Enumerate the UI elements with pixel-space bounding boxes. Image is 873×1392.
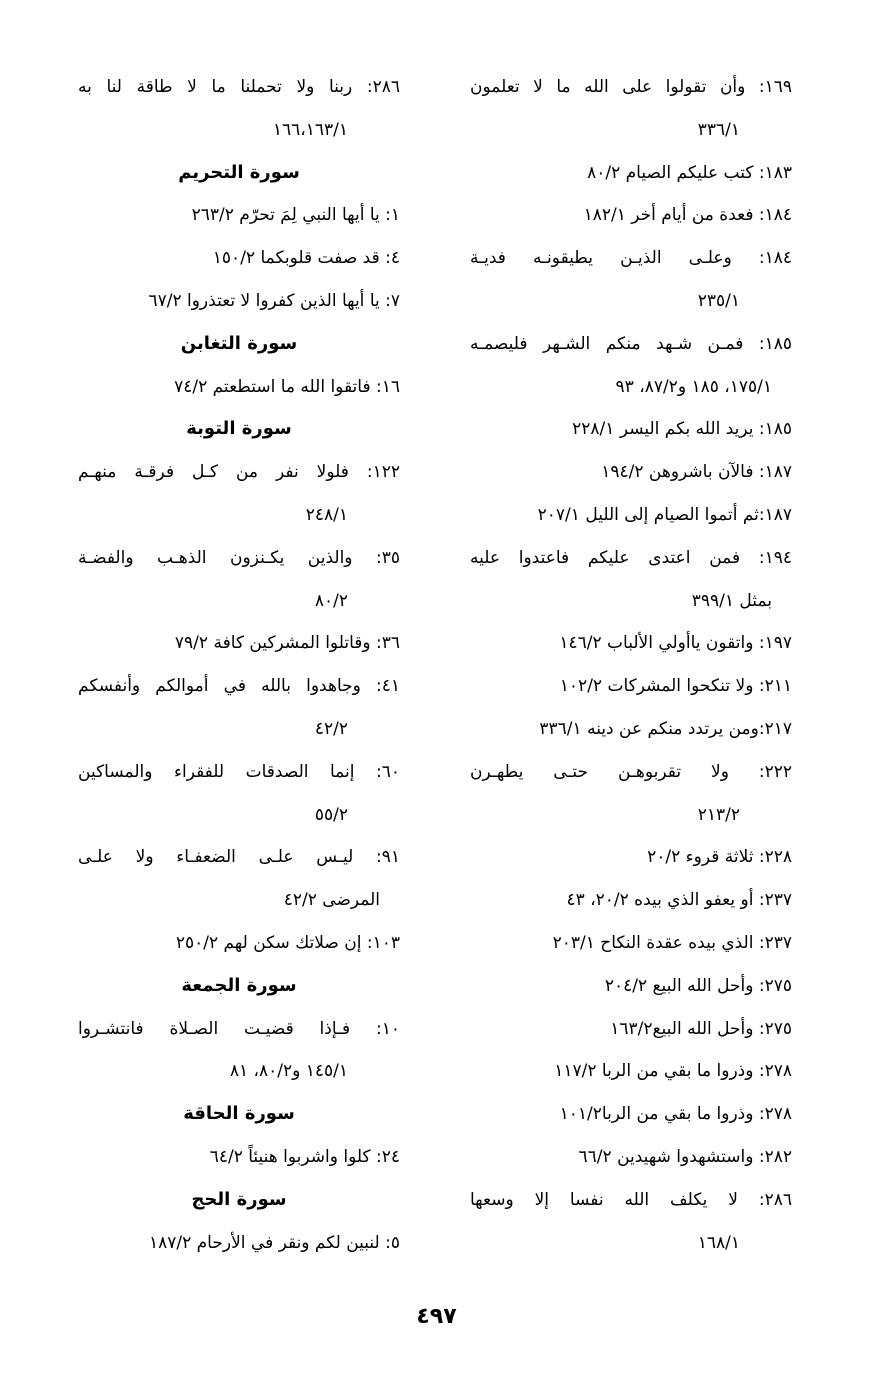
index-line: ١٦٩: وأن تقولوا على الله ما لا تعلمون	[470, 77, 792, 97]
index-line: ٢٢٢: ولا تقربوهـن حتـى يطهـرن	[470, 761, 792, 782]
index-line: ٤٢/٢	[314, 718, 348, 739]
surah-heading: سورة الجمعة	[181, 974, 297, 996]
index-line: ٥: لنبين لكم ونقر في الأرحام ١٨٧/٢	[148, 1232, 400, 1253]
index-line: ١٨٣: كتب عليكم الصيام ٨٠/٢	[587, 162, 792, 183]
index-line: ٢٧٥: وأحل الله البيع ٢٠٤/٢	[604, 975, 792, 996]
index-line: ١٤٥/١ و٨٠/٢، ٨١	[229, 1061, 348, 1082]
index-line: ٢٢٨: ثلاثة قروء ٢٠/٢	[647, 847, 792, 868]
surah-heading: سورة الحاقة	[183, 1103, 295, 1125]
index-line: ٧: يا أيها الذين كفروا لا تعتذروا ٦٧/٢	[148, 290, 400, 311]
index-line: ٢٣٧: الذي بيده عقدة النكاح ٢٠٣/١	[552, 932, 792, 953]
index-line: ١: يا أيها النبي لِمَ تحرّم ٢٦٣/٢	[191, 205, 400, 226]
index-line: ٢٧٨: وذروا ما بقي من الربا ١١٧/٢	[554, 1061, 792, 1082]
index-line: ١٨٥: يريد الله بكم اليسر ٢٢٨/١	[572, 419, 792, 440]
index-line: ٢٧٨: وذروا ما بقي من الربا١٠١/٢	[559, 1104, 792, 1125]
index-line: ١٩٧: واتقون ياأولي الألباب ١٤٦/٢	[559, 633, 792, 654]
index-line: ٢١١: ولا تنكحوا المشركات ١٠٢/٢	[559, 676, 792, 697]
index-line: ٢٨٦: ربنا ولا تحملنا ما لا طاقة لنا به	[78, 77, 400, 97]
index-line: ٣٣٦/١	[697, 119, 740, 140]
index-line: ١٦٨/١	[697, 1232, 740, 1253]
index-line: ١٨٧:ثم أتموا الصيام إلى الليل ٢٠٧/١	[537, 504, 792, 525]
index-line: ١٨٤: فعدة من أيام أخر ١٨٢/١	[583, 205, 792, 226]
index-line: ٥٥/٢	[314, 804, 348, 825]
index-line: ٨٠/٢	[314, 590, 348, 611]
index-line: ١٧٥/١، ١٨٥ و٨٧/٢، ٩٣	[615, 376, 772, 397]
index-line: ٢٨٦: لا يكلف الله نفسا إلا وسعها	[470, 1189, 792, 1210]
left-column	[78, 66, 400, 1264]
index-line: ١٩٤: فمن اعتدى عليكم فاعتدوا عليه	[470, 547, 792, 568]
surah-heading: سورة التحريم	[178, 161, 300, 183]
index-line: ١٨٤: وعلـى الذيـن يطيقونـه فديـة	[470, 248, 792, 269]
index-line: ٤: قد صفت قلوبكما ١٥٠/٢	[212, 248, 400, 269]
index-line: ١٦٦،١٦٣/١	[272, 119, 348, 140]
index-line: ٩١: ليـس علـى الضعفـاء ولا علـى	[78, 847, 400, 868]
index-line: ١٨٧: فالآن باشروهن ١٩٤/٢	[601, 462, 792, 483]
index-line: ٢٨٢: واستشهدوا شهيدين ٦٦/٢	[578, 1146, 792, 1167]
index-line: ١٢٢: فلولا نفر من كـل فرقـة منهـم	[78, 462, 400, 483]
page-number: ٤٩٧	[416, 1304, 457, 1329]
surah-heading: سورة التوبة	[186, 418, 292, 440]
index-line: ٢٤٨/١	[305, 504, 348, 525]
index-line: ٢٣٧: أو يعفو الذي بيده ٢٠/٢، ٤٣	[566, 890, 792, 911]
index-line: ٤١: وجاهدوا بالله في أموالكم وأنفسكم	[78, 676, 400, 697]
index-line: ١٠٣: إن صلاتك سكن لهم ٢٥٠/٢	[175, 932, 400, 953]
index-line: ٢٧٥: وأحل الله البيع١٦٣/٢	[610, 1018, 792, 1039]
right-column	[470, 66, 792, 1264]
index-line: ٢١٣/٢	[697, 804, 740, 825]
index-line: ١٦: فاتقوا الله ما استطعتم ٧٤/٢	[174, 376, 400, 397]
index-line: ٢٤: كلوا واشربوا هنيئاً ٦٤/٢	[209, 1146, 400, 1167]
index-line: ٣٥: والذين يكـنزون الذهـب والفضـة	[78, 547, 400, 568]
surah-heading: سورة التغابن	[180, 332, 298, 354]
index-line: ٣٦: وقاتلوا المشركين كافة ٧٩/٢	[174, 633, 400, 654]
index-line: ٦٠: إنما الصدقات للفقراء والمساكين	[78, 761, 400, 782]
index-line: ٢٣٥/١	[697, 290, 740, 311]
index-line: ١٨٥: فمـن شـهد منكم الشـهر فليصمـه	[470, 333, 792, 354]
index-line: ٢١٧:ومن يرتدد منكم عن دينه ٣٣٦/١	[539, 718, 792, 739]
index-line: بمثل ٣٩٩/١	[691, 590, 772, 611]
surah-heading: سورة الحج	[191, 1188, 287, 1210]
index-line: ١٠: فـإذا قضيـت الصـلاة فانتشـروا	[78, 1018, 400, 1039]
index-line: المرضى ٤٢/٢	[283, 890, 380, 911]
